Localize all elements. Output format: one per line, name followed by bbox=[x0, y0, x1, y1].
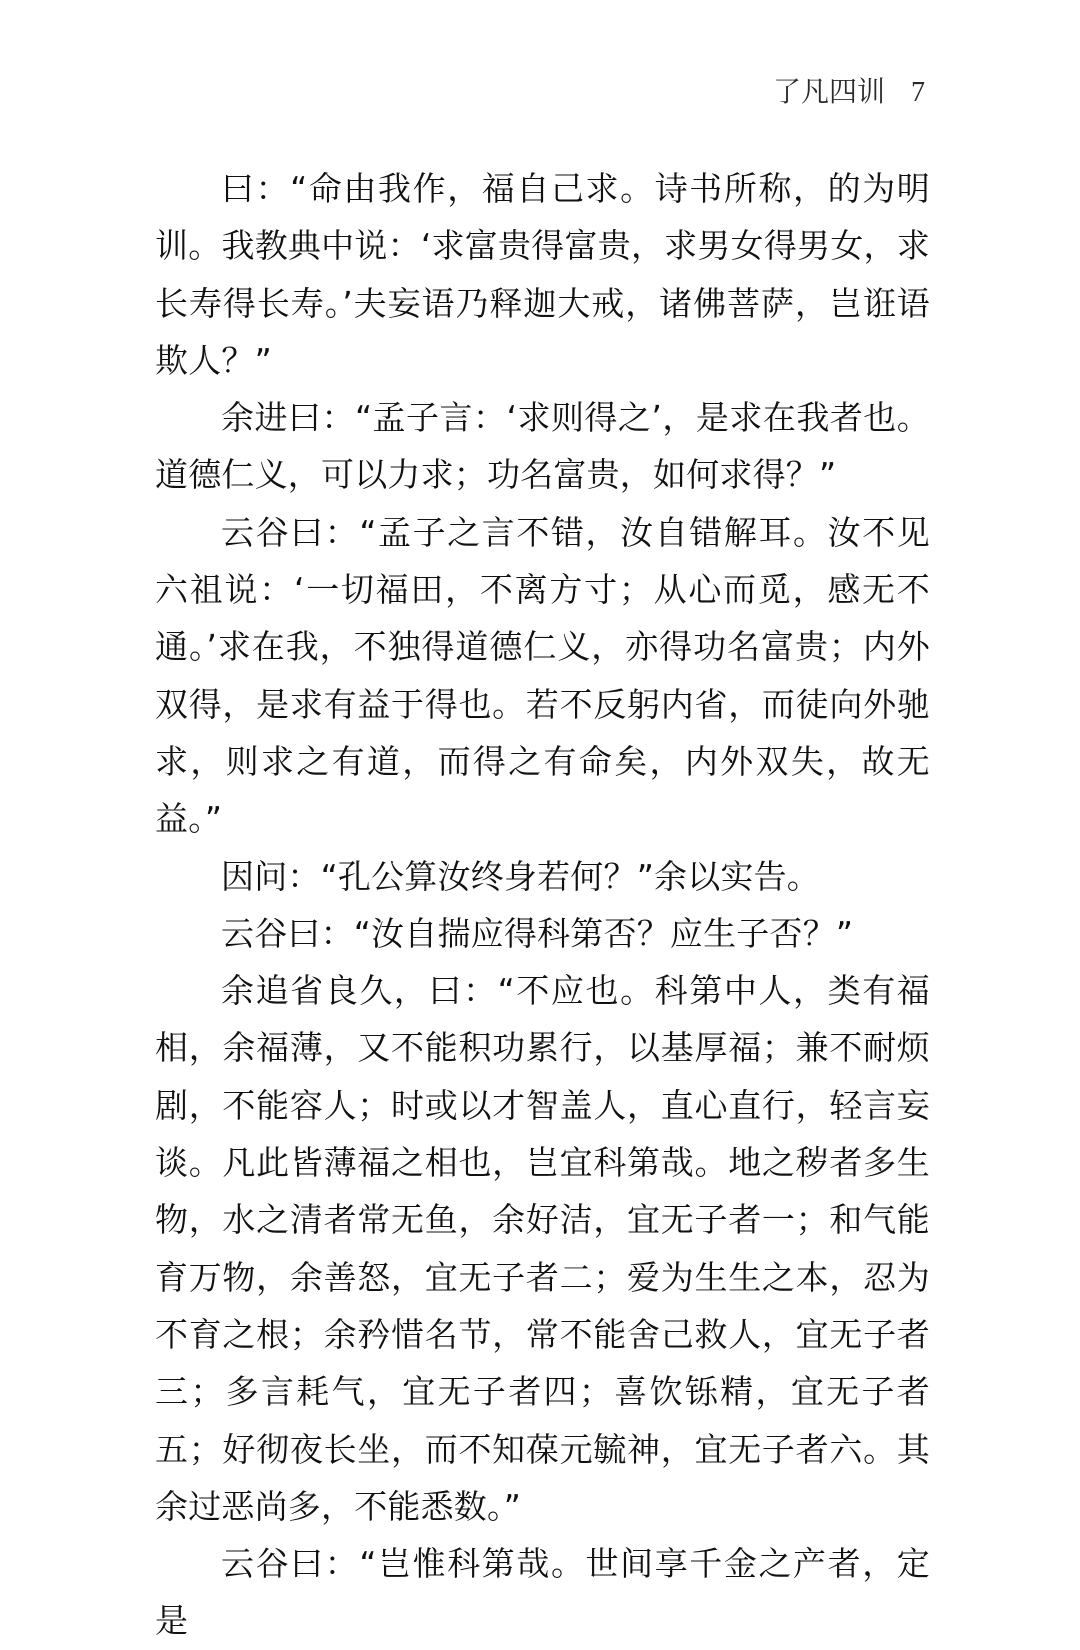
paragraph: 云谷曰：“汝自揣应得科第否？应生子否？” bbox=[221, 913, 854, 953]
paragraph: 余追省良久，曰：“不应也。科第中人，类有福相，余福薄，又不能积功累行，以基厚福；兼不耐烦剧，不能容人；时或以才智盖人，直心直行，轻言妄谈。凡此皆薄福之相也，岂宜科第哉。地之秽者多生物，水之清者常无鱼，余好洁，宜无子者一；和气能育万物，余善怒，宜无子者二；爱为生生之本，忍为不育之根；余矜惜名节，常不能舍己救人，宜无子者三；多言耗气，宜无子者四；喜饮铄精，宜无子者五；好彻夜长坐，而不知葆元毓神，宜无子者六。其余过恶尚多，不能悉数。” bbox=[155, 971, 930, 1526]
paragraph: 因问：“孔公算汝终身若何？”余以实告。 bbox=[221, 856, 820, 896]
book-title: 了凡四训 bbox=[772, 75, 885, 108]
paragraph: 云谷曰：“孟子之言不错，汝自错解耳。汝不见六祖说：‘一切福田，不离方寸；从心而觅，感无不通。’求在我，不独得道德仁义，亦得功名富贵；内外双得，是求有益于得也。若不反躬内省，而徒向外驰求，则求之有道，而得之有命矣，内外双失，故无益。” bbox=[155, 512, 930, 839]
paragraph: 余进曰：“孟子言：‘求则得之’，是求在我者也。道德仁义，可以力求；功名富贵，如何求得？” bbox=[155, 398, 930, 495]
body-text bbox=[155, 160, 930, 1650]
paragraph: 云谷曰：“岂惟科第哉。世间享千金之产者，定是 bbox=[155, 1544, 930, 1641]
page-number: 7 bbox=[911, 77, 925, 108]
paragraph: 曰：“命由我作，福自己求。诗书所称，的为明训。我教典中说：‘求富贵得富贵，求男女得男女，求长寿得长寿。’夫妄语乃释迦大戒，诸佛菩萨，岂诳语欺人？” bbox=[155, 169, 930, 380]
running-header bbox=[773, 74, 925, 111]
